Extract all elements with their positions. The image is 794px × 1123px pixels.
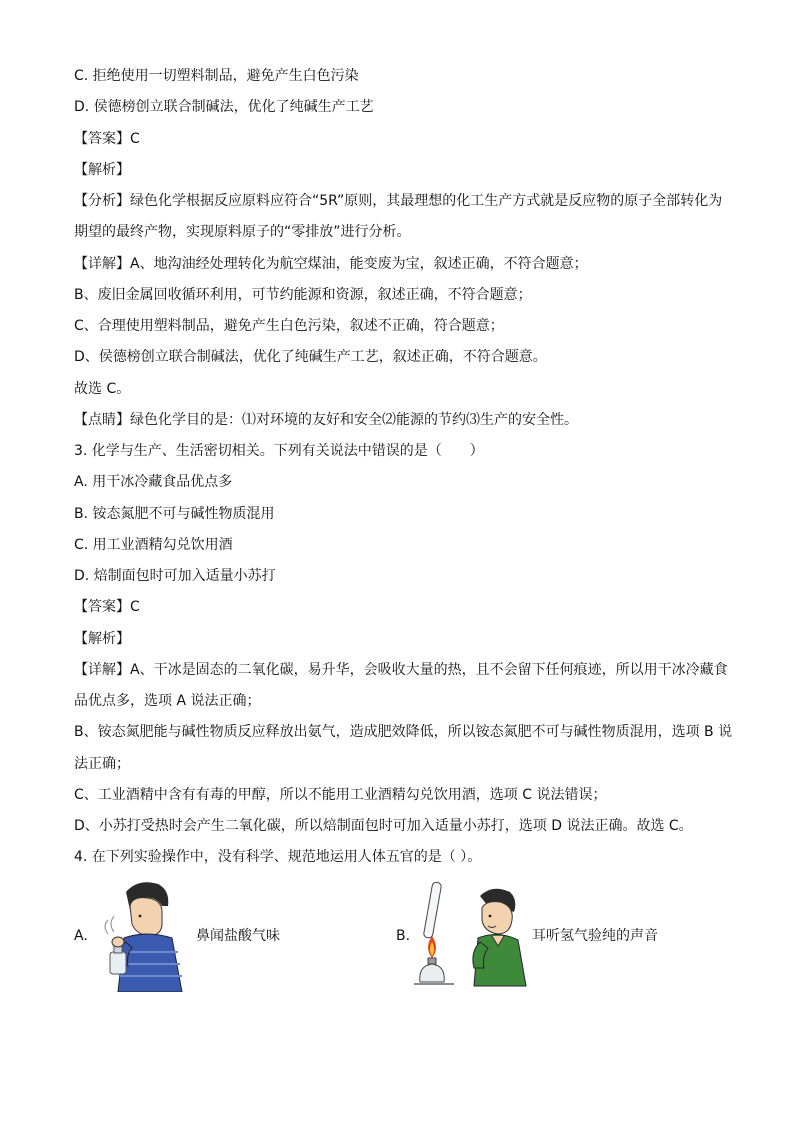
choose-c-q2: 故选 C。 [74, 381, 131, 397]
detail-text-b: B、废旧金属回收循环利用，可节约能源和资源，叙述正确，不符合题意； [74, 287, 532, 303]
boy-smelling-bottle-illustration [96, 876, 196, 992]
detail-text-a: 【详解】A、地沟油经处理转化为航空煤油，能变废为宝，叙述正确，不符合题意； [74, 256, 588, 272]
figure-b-letter: B. [396, 928, 411, 944]
figure-a-letter: A. [74, 928, 88, 944]
figure-b-caption: 耳听氢气验纯的声音 [532, 928, 658, 944]
q3-option-c: C. 用工业酒精勾兑饮用酒 [74, 537, 233, 553]
answer-label-q3: 【答案】C [74, 599, 140, 615]
answer-label-q2: 【答案】C [74, 131, 140, 147]
boy-listening-hydrogen-test-illustration [414, 878, 530, 988]
figure-a-caption: 鼻闻盐酸气味 [196, 928, 280, 944]
q3-option-a: A. 用干冰冷藏食品优点多 [74, 474, 233, 490]
q3-detail-c: C、工业酒精中含有有毒的甲醇，所以不能用工业酒精勾兑饮用酒，选项 C 说法错误； [74, 787, 607, 803]
analysis-label-q2: 【解析】 [74, 162, 130, 178]
q3-detail-a-2: 品优点多，选项 A 说法正确； [74, 693, 261, 709]
q3-option-b: B. 铵态氮肥不可与碱性物质混用 [74, 506, 275, 522]
detail-text-c: C、合理使用塑料制品，避免产生白色污染，叙述不正确，符合题意； [74, 318, 504, 334]
q3-detail-d: D、小苏打受热时会产生二氧化碳，所以焙制面包时可加入适量小苏打，选项 D 说法正确。故选 C。 [74, 818, 693, 834]
analysis-text-1: 【分析】绿色化学根据反应原料应符合“5R”原则，其最理想的化工生产方式就是反应物的原子全部转化为 [74, 193, 723, 209]
q3-detail-a-1: 【详解】A、干冰是固态的二氧化碳，易升华，会吸收大量的热，且不会留下任何痕迹，所以用干冰冷藏食 [74, 662, 728, 678]
option-d-prev: D. 侯德榜创立联合制碱法，优化了纯碱生产工艺 [74, 99, 374, 115]
q3-detail-b-2: 法正确； [74, 756, 130, 772]
q3-detail-b-1: B、铵态氮肥能与碱性物质反应释放出氨气，造成肥效降低，所以铵态氮肥不可与碱性物质混用，选项 B 说 [74, 724, 733, 740]
analysis-text-2: 期望的最终产物，实现原料原子的“零排放”进行分析。 [74, 224, 411, 240]
question-4-stem: 4. 在下列实验操作中，没有科学、规范地运用人体五官的是（ ）。 [74, 849, 482, 865]
analysis-label-q3: 【解析】 [74, 631, 130, 647]
q3-option-d: D. 焙制面包时可加入适量小苏打 [74, 568, 276, 584]
highlight-text: 【点睛】绿色化学目的是：⑴对环境的友好和安全⑵能源的节约⑶生产的安全性。 [74, 412, 578, 428]
detail-text-d: D、侯德榜创立联合制碱法，优化了纯碱生产工艺，叙述正确，不符合题意。 [74, 349, 547, 365]
option-c-prev: C. 拒绝使用一切塑料制品，避免产生白色污染 [74, 68, 359, 84]
question-3-stem: 3. 化学与生产、生活密切相关。下列有关说法中错误的是（ ） [74, 443, 484, 459]
